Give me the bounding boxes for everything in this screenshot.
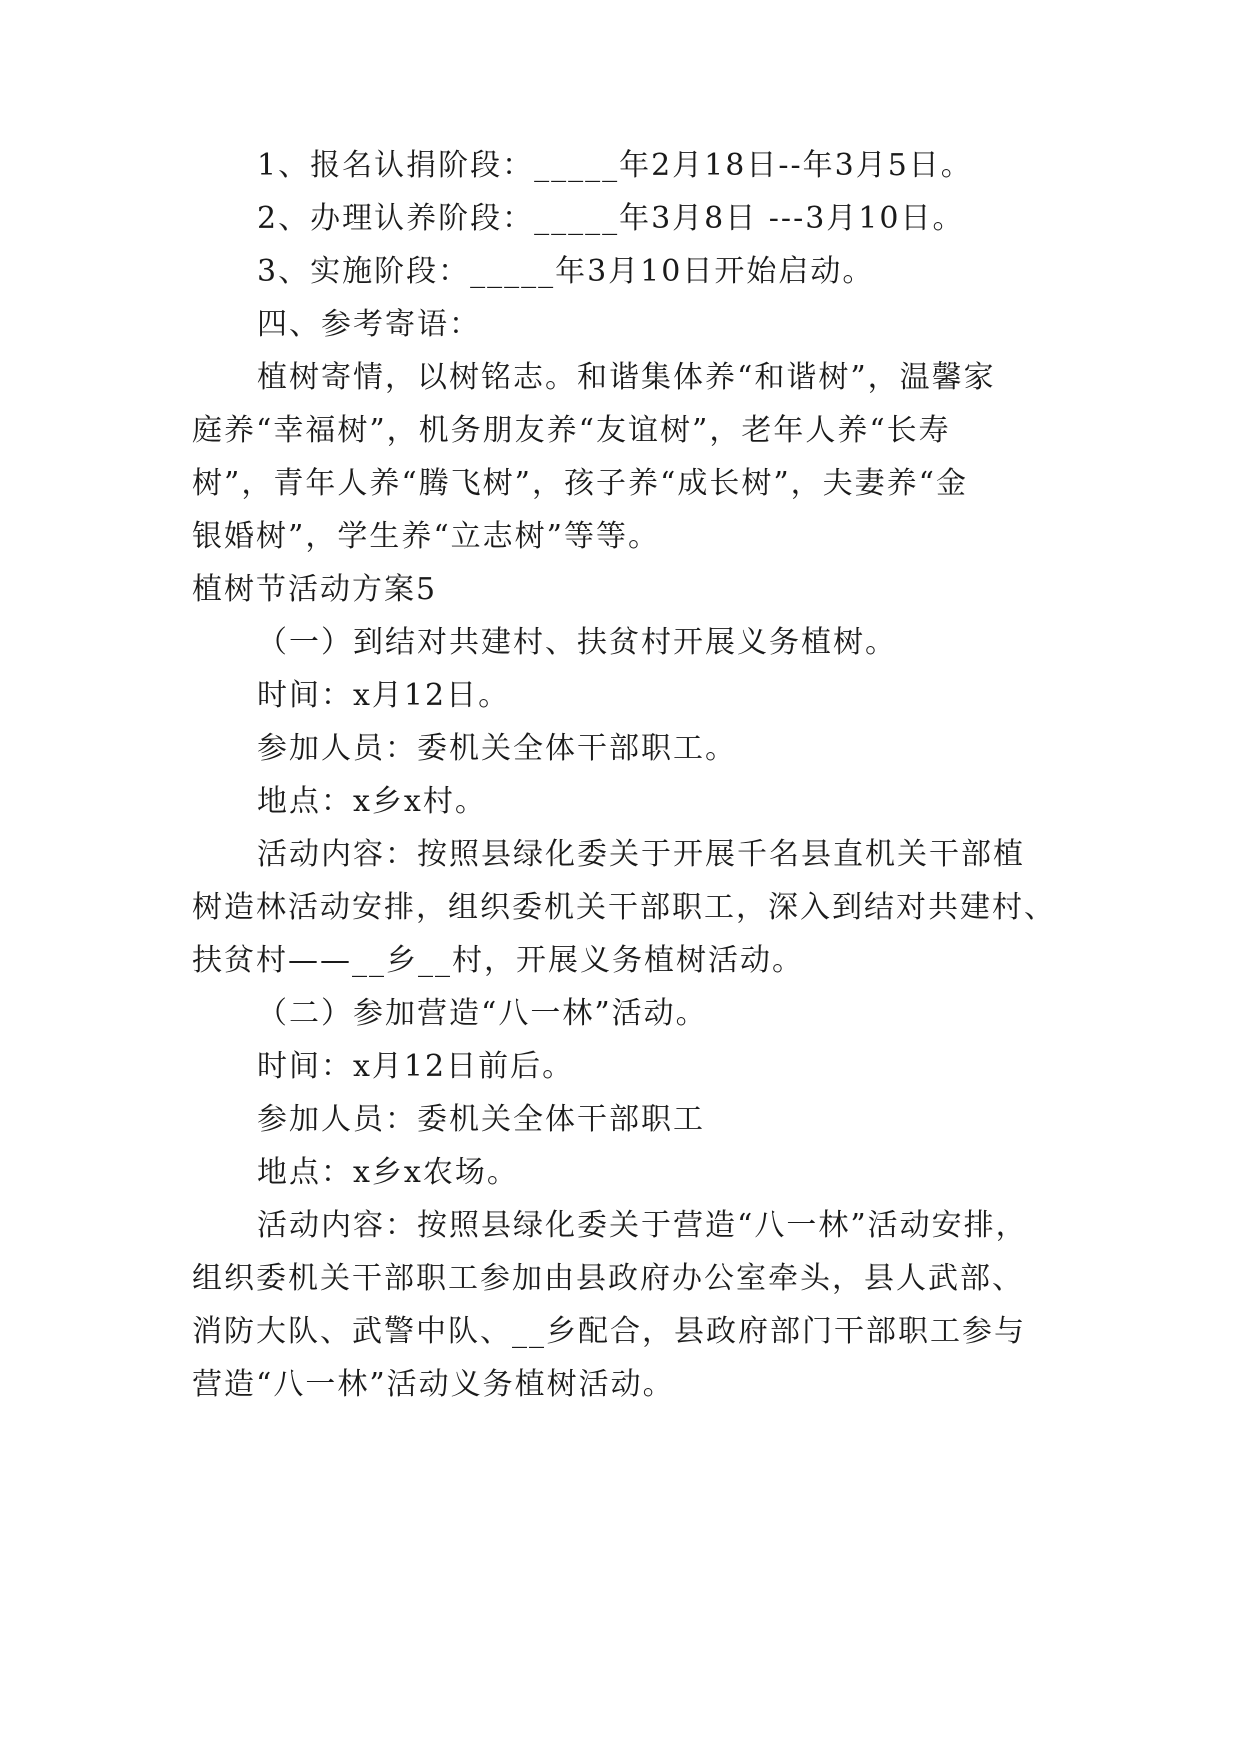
- section-title: 植树节活动方案5: [192, 572, 438, 607]
- paragraph-line: 参加人员：委机关全体干部职工。: [257, 731, 737, 766]
- paragraph-line: 树造林活动安排，组织委机关干部职工，深入到结对共建村、: [192, 890, 1056, 925]
- paragraph-line: 地点：x乡x村。: [257, 784, 487, 819]
- paragraph-line: 地点：x乡x农场。: [257, 1155, 519, 1190]
- paragraph-line: 植树寄情，以树铭志。和谐集体养“和谐树”，温馨家: [257, 360, 996, 395]
- paragraph-line: 参加人员：委机关全体干部职工: [257, 1102, 705, 1137]
- paragraph-line: 1、报名认捐阶段：_____年2月18日--年3月5日。: [257, 148, 973, 183]
- paragraph-line: 2、办理认养阶段：_____年3月8日 ---3月10日。: [257, 201, 965, 236]
- paragraph-line: 银婚树”，学生养“立志树”等等。: [192, 519, 661, 554]
- paragraph-line: 扶贫村——__乡__村，开展义务植树活动。: [192, 943, 804, 978]
- paragraph-line: 消防大队、武警中队、__乡配合，县政府部门干部职工参与: [192, 1314, 1026, 1349]
- paragraph-line: 时间：x月12日。: [257, 678, 511, 713]
- paragraph-line: 3、实施阶段：_____年3月10日开始启动。: [257, 254, 875, 289]
- paragraph-line: 庭养“幸福树”，机务朋友养“友谊树”，老年人养“长寿: [192, 413, 951, 448]
- subsection-heading: （二）参加营造“八一林”活动。: [257, 996, 708, 1031]
- paragraph-line: 活动内容：按照县绿化委关于营造“八一林”活动安排，: [257, 1208, 1028, 1243]
- subsection-heading: （一）到结对共建村、扶贫村开展义务植树。: [257, 625, 897, 660]
- paragraph-line: 树”，青年人养“腾飞树”，孩子养“成长树”，夫妻养“金: [192, 466, 969, 501]
- paragraph-line: 活动内容：按照县绿化委关于开展千名县直机关干部植: [257, 837, 1025, 872]
- paragraph-line: 时间：x月12日前后。: [257, 1049, 575, 1084]
- paragraph-line: 营造“八一林”活动义务植树活动。: [192, 1367, 675, 1402]
- section-heading: 四、参考寄语：: [257, 307, 481, 342]
- paragraph-line: 组织委机关干部职工参加由县政府办公室牵头，县人武部、: [192, 1261, 1024, 1296]
